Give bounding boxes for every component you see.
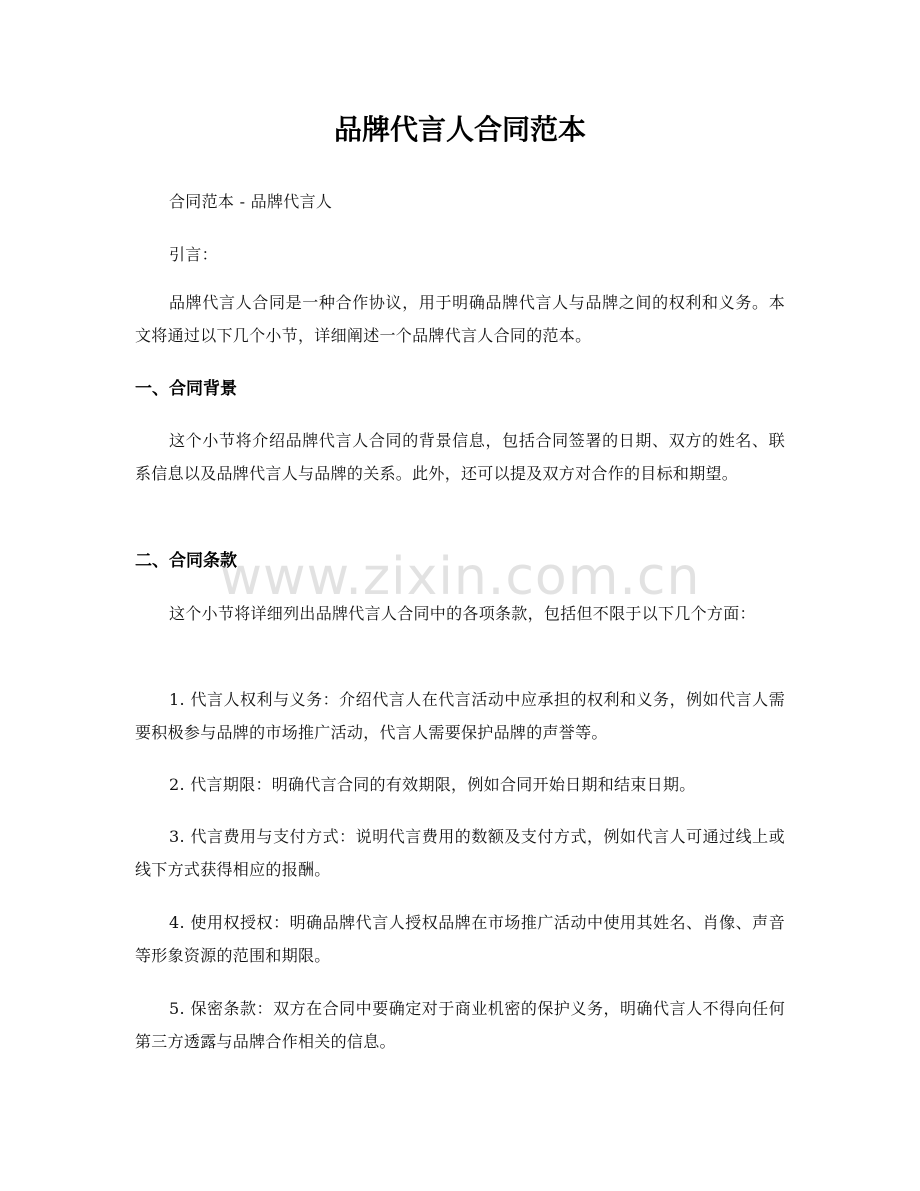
intro-label: 引言： [169,245,218,264]
document-title: 品牌代言人合同范本 [333,113,586,146]
clause-item: 4. 使用权授权：明确品牌代言人授权品牌在市场推广活动中使用其姓名、肖像、声音等形象资源的范围和期限。 [135,913,785,965]
section-heading-terms: 二、合同条款 [135,551,237,571]
clause-item: 3. 代言费用与支付方式：说明代言费用的数额及支付方式，例如代言人可通过线上或线下方式获得相应的报酬。 [135,827,785,879]
clause-item: 2. 代言期限：明确代言合同的有效期限，例如合同开始日期和结束日期。 [169,775,696,794]
section-heading-background: 一、合同背景 [135,379,237,399]
clause-item: 5. 保密条款：双方在合同中要确定对于商业机密的保护义务，明确代言人不得向任何第三方透露与品牌合作相关的信息。 [135,999,785,1051]
watermark-text: www.zixin.com.cn [219,547,701,607]
intro-paragraph: 品牌代言人合同是一种合作协议，用于明确品牌代言人与品牌之间的权利和义务。本文将通过以下几个小节，详细阐述一个品牌代言人合同的范本。 [135,293,785,345]
clause-item: 1. 代言人权利与义务：介绍代言人在代言活动中应承担的权利和义务，例如代言人需要积极参与品牌的市场推广活动，代言人需要保护品牌的声誉等。 [135,690,785,742]
section-paragraph-background: 这个小节将介绍品牌代言人合同的背景信息，包括合同签署的日期、双方的姓名、联系信息以及品牌代言人与品牌的关系。此外，还可以提及双方对合作的目标和期望。 [135,431,785,483]
section-paragraph-terms: 这个小节将详细列出品牌代言人合同中的各项条款，包括但不限于以下几个方面： [169,604,756,623]
document-subtitle: 合同范本 - 品牌代言人 [169,192,333,211]
